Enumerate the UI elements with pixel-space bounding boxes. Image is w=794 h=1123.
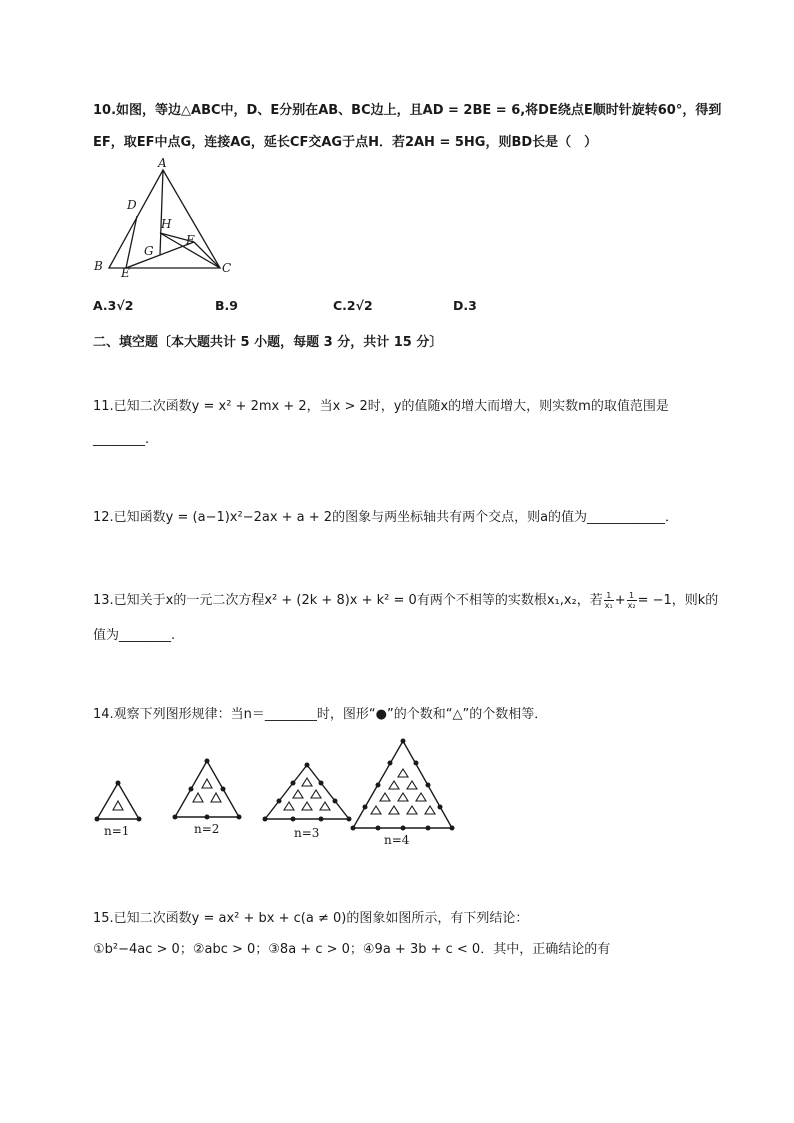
q13-text-part2: = −1，则k的 [637, 593, 719, 608]
q10-option-d: D.3 [453, 298, 477, 313]
q13-fraction-2 [627, 591, 637, 610]
q12-text: 12.已知函数y = (a−1)x²−2ax + a + 2的图象与两坐标轴共有两个交点，则a的值为____________． [93, 510, 679, 525]
q10-option-b: B.9 [215, 298, 238, 313]
label-point-c: C [222, 261, 232, 275]
q11-text-line2: ________. [93, 432, 150, 447]
q13-frac2-den: x₂ [627, 601, 636, 610]
q13-text-part1: 13.已知关于x的一元二次方程x² + (2k + 8)x + k² = 0有两个不相等的实数根x₁,x₂，若 [93, 593, 603, 608]
label-point-d: D [127, 198, 137, 212]
section-heading: 二、填空题〔本大题共计 5 小题，每题 3 分，共计 15 分〕 [93, 335, 443, 350]
q14-label-n1: n=1 [104, 824, 130, 838]
label-point-e: E [121, 266, 130, 280]
q13-plus: + [614, 593, 626, 608]
label-point-b: B [94, 259, 103, 273]
q13-frac1-den: x₁ [604, 601, 613, 610]
q14-label-n3: n=3 [294, 826, 320, 840]
label-point-h: H [161, 217, 172, 231]
q15-text-line1: 15.已知二次函数y = ax² + bx + c(a ≠ 0)的图象如图所示，有下列结论： [93, 911, 529, 926]
q10-text-line2: EF，取EF中点G，连接AG，延长CF交AG于点H．若2AH = 5HG，则BD长是（ ） [93, 135, 598, 150]
q10-option-c: C.2√2 [333, 298, 373, 313]
q13-frac2-num: 1 [627, 591, 637, 601]
q14-pattern-figure [90, 735, 460, 845]
q13-text-line1 [93, 591, 718, 611]
q15-text-line2: ①b²−4ac > 0；②abc > 0；③8a + c > 0；④9a + 3b + c < 0．其中，正确结论的有 [93, 942, 611, 957]
label-point-a: A [158, 156, 167, 170]
q13-frac1-num: 1 [604, 591, 614, 601]
q10-text-line1: 10.如图，等边△ABC中，D、E分别在AB、BC边上，且AD = 2BE = 6,将DE绕点E顺时针旋转60°，得到 [93, 103, 722, 118]
q14-label-n2: n=2 [194, 822, 220, 836]
label-point-f: F [186, 233, 195, 247]
q13-text-line2: 值为________. [93, 628, 176, 643]
q14-text: 14.观察下列图形规律：当n＝________时，图形“●”的个数和“△”的个数相等． [93, 707, 548, 722]
q13-fraction-1 [604, 591, 614, 610]
q10-option-a: A.3√2 [93, 298, 134, 313]
q11-text-line1: 11.已知二次函数y = x² + 2mx + 2，当x > 2时，y的值随x的增大而增大，则实数m的取值范围是 [93, 399, 669, 414]
q14-label-n4: n=4 [384, 833, 410, 847]
label-point-g: G [144, 244, 154, 258]
